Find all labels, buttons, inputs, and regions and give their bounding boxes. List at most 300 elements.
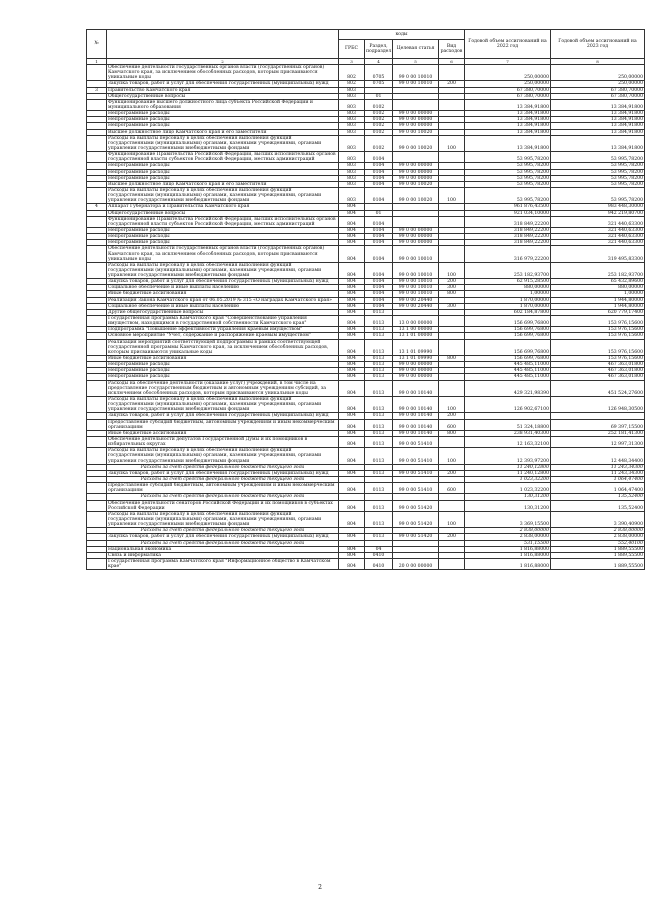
table-row bbox=[87, 187, 645, 203]
cell-name: Расходы на выплаты персоналу в целях обеспечения выполнения функций государственными (муниципальными) органами, казенными учреждениями, органами управления государственными внебюджетными фондами bbox=[107, 511, 339, 527]
col-number: 5 bbox=[393, 59, 439, 65]
cell-name: Непрограммные расходы bbox=[107, 175, 339, 181]
cell-target: 99 0 00 00000 bbox=[393, 117, 439, 123]
cell-num bbox=[87, 500, 107, 511]
cell-grbs: 803 bbox=[339, 163, 365, 169]
table-row bbox=[87, 135, 645, 151]
cell-a2023: 53 995,78200 bbox=[551, 163, 645, 169]
cell-section: 0113 bbox=[365, 380, 393, 396]
cell-target: 99 0 00 00000 bbox=[393, 234, 439, 240]
cell-a2022: 429 321,98390 bbox=[465, 380, 551, 396]
cell-target: 99 0 00 10020 bbox=[393, 129, 439, 135]
cell-a2022: 1 023,32200 bbox=[465, 483, 551, 494]
cell-type: 200 bbox=[439, 81, 465, 87]
cell-name: Непрограммные расходы bbox=[107, 163, 339, 169]
cell-a2022: 13 384,91800 bbox=[465, 111, 551, 117]
cell-section: 0113 bbox=[365, 327, 393, 333]
cell-a2022: 1 870,00000 bbox=[465, 297, 551, 303]
cell-a2023: 467 363,01800 bbox=[551, 374, 645, 380]
cell-grbs: 803 bbox=[339, 93, 365, 99]
cell-section: 0113 bbox=[365, 309, 393, 315]
cell-a2023: 13 384,91800 bbox=[551, 111, 645, 117]
cell-type: 100 bbox=[439, 511, 465, 527]
cell-section: 0113 bbox=[365, 356, 393, 362]
cell-section: 0104 bbox=[365, 152, 393, 163]
cell-grbs: 804 bbox=[339, 339, 365, 355]
cell-target: 99 0 00 00000 bbox=[393, 362, 439, 368]
cell-section: 0113 bbox=[365, 534, 393, 540]
cell-name: Предоставление субсидий бюджетным, автономным учреждениям и иным некоммерческим организациям bbox=[107, 419, 339, 430]
table-row bbox=[87, 437, 645, 448]
table-row bbox=[87, 65, 645, 81]
cell-a2022: 1 023,32200 bbox=[465, 476, 551, 482]
cell-target: 99 0 00 10140 bbox=[393, 419, 439, 430]
col-number: 4 bbox=[365, 59, 393, 65]
cell-a2022: 1 816,88000 bbox=[465, 552, 551, 558]
header-num: № bbox=[87, 30, 107, 59]
cell-a2022: 316 979,22200 bbox=[465, 246, 551, 262]
cell-name: Национальная экономика bbox=[107, 546, 339, 552]
cell-target: 99 0 00 10140 bbox=[393, 397, 439, 413]
cell-a2023: 153 976,15600 bbox=[551, 316, 645, 327]
cell-type: 300 bbox=[439, 303, 465, 309]
cell-a2022: 11 240,12800 bbox=[465, 470, 551, 476]
cell-target: 13 1 01 09990 bbox=[393, 356, 439, 362]
cell-a2022: 53 995,78200 bbox=[465, 169, 551, 175]
cell-a2022: 53 995,78200 bbox=[465, 152, 551, 163]
cell-target: 99 0 00 10010 bbox=[393, 285, 439, 291]
cell-name: Непрограммные расходы bbox=[107, 368, 339, 374]
cell-num bbox=[87, 316, 107, 327]
cell-name: Государственная программа Камчатского края "Совершенствование управления имуществом, находящимся в государственной собственности Камчатского края" bbox=[107, 316, 339, 327]
cell-a2022: 531,15500 bbox=[465, 540, 551, 546]
cell-type: 800 bbox=[439, 356, 465, 362]
cell-name: Обеспечение деятельности депутатов Государственной Думы и их помощников в избирательных округах bbox=[107, 437, 339, 448]
table-row bbox=[87, 558, 645, 569]
cell-grbs: 804 bbox=[339, 362, 365, 368]
col-number: 1 bbox=[87, 59, 107, 65]
cell-section: 0113 bbox=[365, 500, 393, 511]
cell-num bbox=[87, 262, 107, 278]
cell-a2023: 153 976,15600 bbox=[551, 339, 645, 355]
col-number: 2 bbox=[107, 59, 339, 65]
cell-grbs: 804 bbox=[339, 558, 365, 569]
cell-a2023: 620 779,17400 bbox=[551, 309, 645, 315]
cell-grbs: 804 bbox=[339, 552, 365, 558]
cell-a2022: 1 870,00000 bbox=[465, 303, 551, 309]
table-row bbox=[87, 152, 645, 163]
cell-section: 04 bbox=[365, 546, 393, 552]
cell-section: 0104 bbox=[365, 175, 393, 181]
cell-a2023: 2 838,00000 bbox=[551, 528, 645, 534]
cell-a2022: 53 995,78200 bbox=[465, 175, 551, 181]
cell-section: 0113 bbox=[365, 470, 393, 476]
cell-a2023: 1 064,47400 bbox=[551, 476, 645, 482]
cell-a2022: 13 384,91800 bbox=[465, 135, 551, 151]
cell-grbs: 804 bbox=[339, 285, 365, 291]
cell-name: Иные бюджетные ассигнования bbox=[107, 430, 339, 436]
cell-name: Расходы на обеспечение деятельности (оказание услуг) учреждений, в том числе на предоставление государственным бюджетным и автономным учреждениям субсидий, за исключением обособленных расходов, которым присваиваются уникальные коды bbox=[107, 380, 339, 396]
cell-a2023: 451 524,27600 bbox=[551, 380, 645, 396]
cell-target: 99 0 00 51420 bbox=[393, 500, 439, 511]
cell-a2023: 13 384,91800 bbox=[551, 117, 645, 123]
cell-a2022: 130,31200 bbox=[465, 494, 551, 500]
cell-a2023: 253 182,93700 bbox=[551, 262, 645, 278]
cell-name: Непрограммные расходы bbox=[107, 169, 339, 175]
cell-num bbox=[87, 99, 107, 110]
cell-a2023: 1 889,55500 bbox=[551, 546, 645, 552]
cell-a2022: 13 384,91800 bbox=[465, 123, 551, 129]
cell-section: 0410 bbox=[365, 558, 393, 569]
cell-a2023: 12 448,34400 bbox=[551, 448, 645, 464]
cell-section: 0113 bbox=[365, 397, 393, 413]
table-row bbox=[87, 483, 645, 494]
cell-type: 200 bbox=[439, 279, 465, 285]
cell-target: 99 0 00 10020 bbox=[393, 181, 439, 187]
cell-type bbox=[439, 380, 465, 396]
cell-type bbox=[439, 339, 465, 355]
cell-a2022: 13 384,91800 bbox=[465, 117, 551, 123]
cell-name: Расходы за счет средств федерального бюджета текущего года bbox=[107, 464, 339, 470]
cell-grbs: 803 bbox=[339, 175, 365, 181]
cell-a2022: 12 163,32100 bbox=[465, 437, 551, 448]
cell-a2022: 156 699,76800 bbox=[465, 316, 551, 327]
cell-a2022: 238 931,40300 bbox=[465, 430, 551, 436]
cell-target: 99 0 00 10010 bbox=[393, 279, 439, 285]
cell-type: 100 bbox=[439, 397, 465, 413]
cell-grbs: 803 bbox=[339, 111, 365, 117]
cell-type: 200 bbox=[439, 534, 465, 540]
cell-grbs: 804 bbox=[339, 279, 365, 285]
cell-grbs: 804 bbox=[339, 227, 365, 233]
cell-name: Закупка товаров, работ и услуг для обеспечения государственных (муниципальных) нужд bbox=[107, 413, 339, 419]
cell-a2022: 62 915,28500 bbox=[465, 279, 551, 285]
cell-section: 0410 bbox=[365, 552, 393, 558]
cell-a2023: 467 363,01800 bbox=[551, 368, 645, 374]
cell-name: Закупка товаров, работ и услуг для обеспечения государственных (муниципальных) нужд bbox=[107, 81, 339, 87]
cell-name: Общегосударственные вопросы bbox=[107, 93, 339, 99]
cell-a2023: 1 944,80000 bbox=[551, 297, 645, 303]
cell-section: 0113 bbox=[365, 483, 393, 494]
cell-a2022: 13 384,91800 bbox=[465, 99, 551, 110]
cell-section: 0102 bbox=[365, 123, 393, 129]
cell-name: Подпрограмма "Повышение эффективности управления краевым имуществом" bbox=[107, 327, 339, 333]
cell-target bbox=[393, 152, 439, 163]
cell-section: 0104 bbox=[365, 279, 393, 285]
cell-name: Функционирование Правительства Российской Федерации, высших исполнительных органов государственной власти субъектов Российской Федерации, местных администраций bbox=[107, 216, 339, 227]
cell-name: Другие общегосударственные вопросы bbox=[107, 309, 339, 315]
cell-a2023: 11 243,34300 bbox=[551, 470, 645, 476]
cell-type bbox=[439, 99, 465, 110]
cell-a2023: 252 181,41300 bbox=[551, 430, 645, 436]
cell-section: 0104 bbox=[365, 285, 393, 291]
cell-target: 99 0 00 10010 bbox=[393, 65, 439, 81]
cell-a2022: 12 393,97200 bbox=[465, 448, 551, 464]
cell-grbs: 804 bbox=[339, 333, 365, 339]
cell-section: 0104 bbox=[365, 216, 393, 227]
cell-type: 200 bbox=[439, 413, 465, 419]
cell-name: Связь и информатика bbox=[107, 552, 339, 558]
cell-a2022: 156 699,76800 bbox=[465, 356, 551, 362]
cell-name: Основное мероприятие "Учет, содержание и распоряжение краевым имуществом" bbox=[107, 333, 339, 339]
cell-num bbox=[87, 187, 107, 203]
cell-name: Расходы за счет средств федерального бюджета текущего года bbox=[107, 494, 339, 500]
cell-a2022: 2 838,00000 bbox=[465, 534, 551, 540]
cell-grbs: 803 bbox=[339, 129, 365, 135]
cell-name: Иные бюджетные ассигнования bbox=[107, 356, 339, 362]
cell-target: 99 0 00 51410 bbox=[393, 470, 439, 476]
cell-name: Иные бюджетные ассигнования bbox=[107, 291, 339, 297]
cell-name: Закупка товаров, работ и услуг для обеспечения государственных (муниципальных) нужд bbox=[107, 470, 339, 476]
table-row bbox=[87, 511, 645, 527]
cell-a2022: 961 876,43500 bbox=[465, 204, 551, 210]
cell-name: Правительство Камчатского края bbox=[107, 87, 339, 93]
cell-a2022: 13 384,91800 bbox=[465, 129, 551, 135]
cell-grbs: 804 bbox=[339, 419, 365, 430]
cell-a2022: 921 034,10000 bbox=[465, 210, 551, 216]
cell-grbs: 804 bbox=[339, 303, 365, 309]
cell-grbs: 804 bbox=[339, 240, 365, 246]
cell-a2023: 153 976,15600 bbox=[551, 333, 645, 339]
cell-section: 0104 bbox=[365, 297, 393, 303]
cell-name: Высшее должностное лицо Камчатского края и его заместители bbox=[107, 181, 339, 187]
table-body bbox=[87, 65, 645, 570]
cell-type: 100 bbox=[439, 448, 465, 464]
cell-grbs: 804 bbox=[339, 297, 365, 303]
cell-grbs: 804 bbox=[339, 262, 365, 278]
cell-a2022: 53 995,78200 bbox=[465, 163, 551, 169]
cell-name: Обеспечение деятельности сенаторов Российской Федерации и их помощников в субъектах Российской Федерации bbox=[107, 500, 339, 511]
cell-a2023: 467 363,01800 bbox=[551, 362, 645, 368]
cell-a2022: 445 485,11000 bbox=[465, 374, 551, 380]
cell-type bbox=[439, 500, 465, 511]
table-row bbox=[87, 380, 645, 396]
cell-grbs: 803 bbox=[339, 152, 365, 163]
cell-target: 99 0 00 10010 bbox=[393, 291, 439, 297]
cell-target: 99 0 00 20440 bbox=[393, 297, 439, 303]
cell-grbs: 804 bbox=[339, 309, 365, 315]
cell-num bbox=[87, 483, 107, 494]
cell-type bbox=[439, 316, 465, 327]
cell-grbs: 804 bbox=[339, 234, 365, 240]
cell-num bbox=[87, 152, 107, 163]
cell-type: 800 bbox=[439, 291, 465, 297]
cell-name: Государственная программа Камчатского края "Информационное общество в Камчатском крае" bbox=[107, 558, 339, 569]
cell-a2023: 1 944,80000 bbox=[551, 303, 645, 309]
cell-section: 01 bbox=[365, 210, 393, 216]
cell-num bbox=[87, 397, 107, 413]
cell-num bbox=[87, 380, 107, 396]
table-row bbox=[87, 397, 645, 413]
cell-a2022: 51 324,18800 bbox=[465, 419, 551, 430]
cell-name: Расходы на выплаты персоналу в целях обеспечения выполнения функций государственными (муниципальными) органами, казенными учреждениями, органами управления государственными внебюджетными фондами bbox=[107, 397, 339, 413]
cell-name: Расходы за счет средств федерального бюджета текущего года bbox=[107, 540, 339, 546]
cell-grbs: 804 bbox=[339, 356, 365, 362]
cell-num bbox=[87, 135, 107, 151]
cell-type bbox=[439, 437, 465, 448]
table-row bbox=[87, 316, 645, 327]
cell-grbs: 804 bbox=[339, 316, 365, 327]
cell-section: 0113 bbox=[365, 419, 393, 430]
cell-a2023: 65 432,89600 bbox=[551, 279, 645, 285]
cell-a2022: 318 849,22200 bbox=[465, 234, 551, 240]
header-section: Раздел, подраздел bbox=[365, 40, 393, 59]
cell-a2023: 53 995,78200 bbox=[551, 187, 645, 203]
cell-a2022: 318 849,22200 bbox=[465, 240, 551, 246]
cell-a2023: 319 495,83300 bbox=[551, 246, 645, 262]
cell-target: 99 0 00 51410 bbox=[393, 437, 439, 448]
cell-a2022: 53 995,78200 bbox=[465, 181, 551, 187]
cell-target: 99 0 00 00000 bbox=[393, 368, 439, 374]
cell-a2022: 1 816,88000 bbox=[465, 558, 551, 569]
cell-section: 0102 bbox=[365, 129, 393, 135]
cell-a2023: 250,00000 bbox=[551, 81, 645, 87]
cell-grbs: 803 bbox=[339, 181, 365, 187]
cell-grbs: 803 bbox=[339, 123, 365, 129]
cell-grbs: 804 bbox=[339, 368, 365, 374]
cell-grbs: 804 bbox=[339, 204, 365, 210]
table-row bbox=[87, 419, 645, 430]
cell-section: 0104 bbox=[365, 187, 393, 203]
header-amount-2022: Годовой объем ассигнований на 2022 год bbox=[465, 30, 551, 59]
cell-section: 0104 bbox=[365, 163, 393, 169]
cell-name: Функционирование Правительства Российской Федерации, высших исполнительных органов государственной власти субъектов Российской Федерации, местных администраций bbox=[107, 152, 339, 163]
cell-a2022: 445 485,11000 bbox=[465, 362, 551, 368]
cell-a2022: 1 816,88000 bbox=[465, 546, 551, 552]
cell-a2023: 11 243,34300 bbox=[551, 464, 645, 470]
cell-target: 99 0 00 00000 bbox=[393, 240, 439, 246]
cell-a2023: 13 384,91800 bbox=[551, 129, 645, 135]
cell-a2023: 321 440,63300 bbox=[551, 234, 645, 240]
cell-a2022: 3 369,15500 bbox=[465, 511, 551, 527]
cell-section: 0102 bbox=[365, 99, 393, 110]
cell-type: 300 bbox=[439, 285, 465, 291]
cell-grbs: 804 bbox=[339, 246, 365, 262]
cell-name: Расходы на выплаты персоналу в целях обеспечения выполнения функций государственными (муниципальными) органами, казенными учреждениями, органами управления государственными внебюджетными фондами bbox=[107, 262, 339, 278]
cell-name: Предоставление субсидий бюджетным, автономным учреждениям и иным некоммерческим организациям bbox=[107, 483, 339, 494]
cell-name: Обеспечение деятельности государственных органов власти (государственных органов) Камчатского края, за исключением обособленных расходов, которым присваиваются уникальные коды bbox=[107, 65, 339, 81]
cell-type bbox=[439, 246, 465, 262]
cell-target: 99 0 00 00000 bbox=[393, 374, 439, 380]
cell-section: 0113 bbox=[365, 333, 393, 339]
cell-a2023: 321 440,63300 bbox=[551, 227, 645, 233]
cell-section: 0705 bbox=[365, 81, 393, 87]
cell-section: 0104 bbox=[365, 227, 393, 233]
cell-target: 13 0 00 00000 bbox=[393, 316, 439, 327]
cell-section: 0705 bbox=[365, 65, 393, 81]
cell-section: 0104 bbox=[365, 181, 393, 187]
cell-name: Реализация мероприятий соответствующей подпрограммы в рамках соответствующей государственной программы Камчатского края, за исключением обособленных расходов, которым присваиваются уникальные коды bbox=[107, 339, 339, 355]
cell-target: 99 0 00 51420 bbox=[393, 511, 439, 527]
cell-type: 600 bbox=[439, 483, 465, 494]
cell-a2022: 250,00000 bbox=[465, 65, 551, 81]
cell-grbs: 803 bbox=[339, 135, 365, 151]
cell-name: Непрограммные расходы bbox=[107, 227, 339, 233]
cell-name: Расходы за счет средств федерального бюджета текущего года bbox=[107, 476, 339, 482]
cell-grbs: 802 bbox=[339, 65, 365, 81]
cell-target: 99 0 00 10020 bbox=[393, 135, 439, 151]
cell-type: 200 bbox=[439, 470, 465, 476]
cell-grbs: 804 bbox=[339, 448, 365, 464]
cell-a2022: 53 995,78200 bbox=[465, 187, 551, 203]
cell-name: Функционирование высшего должностного лица субъекта Российской Федерации и муниципального образования bbox=[107, 99, 339, 110]
cell-section: 0102 bbox=[365, 117, 393, 123]
header-codes-group: коды bbox=[339, 30, 465, 40]
cell-section: 0113 bbox=[365, 362, 393, 368]
cell-a2022: 318 849,22200 bbox=[465, 216, 551, 227]
cell-grbs: 804 bbox=[339, 291, 365, 297]
cell-a2023: 321 440,63300 bbox=[551, 240, 645, 246]
cell-section: 0102 bbox=[365, 111, 393, 117]
table-row bbox=[87, 99, 645, 110]
cell-target bbox=[393, 216, 439, 227]
cell-grbs: 804 bbox=[339, 500, 365, 511]
cell-name: Непрограммные расходы bbox=[107, 117, 339, 123]
cell-type: 100 bbox=[439, 187, 465, 203]
cell-num bbox=[87, 339, 107, 355]
cell-a2022: 250,00000 bbox=[465, 81, 551, 87]
cell-section: 0113 bbox=[365, 437, 393, 448]
cell-section: 0104 bbox=[365, 234, 393, 240]
cell-name: Расходы за счет средств федерального бюджета текущего года bbox=[107, 528, 339, 534]
cell-name: Непрограммные расходы bbox=[107, 374, 339, 380]
cell-name: Закупка товаров, работ и услуг для обеспечения государственных (муниципальных) нужд bbox=[107, 279, 339, 285]
cell-a2023: 552,40100 bbox=[551, 540, 645, 546]
cell-num bbox=[87, 511, 107, 527]
cell-grbs: 804 bbox=[339, 327, 365, 333]
cell-a2022: 880,00000 bbox=[465, 285, 551, 291]
cell-section: 0113 bbox=[365, 413, 393, 419]
cell-a2022: 126 902,67100 bbox=[465, 397, 551, 413]
budget-table bbox=[86, 29, 645, 570]
cell-type bbox=[439, 216, 465, 227]
cell-section: 01 bbox=[365, 93, 393, 99]
cell-grbs: 804 bbox=[339, 380, 365, 396]
cell-grbs: 803 bbox=[339, 187, 365, 203]
cell-section: 0113 bbox=[365, 448, 393, 464]
cell-type: 800 bbox=[439, 430, 465, 436]
cell-name: Аппарат Губернатора и Правительства Камчатского края bbox=[107, 204, 339, 210]
cell-a2023: 3 390,40900 bbox=[551, 511, 645, 527]
cell-name: Непрограммные расходы bbox=[107, 240, 339, 246]
cell-type bbox=[439, 558, 465, 569]
cell-target: 13 1 00 00000 bbox=[393, 327, 439, 333]
cell-a2023: 126 948,30500 bbox=[551, 397, 645, 413]
table-row bbox=[87, 448, 645, 464]
cell-a2023: 135,52400 bbox=[551, 494, 645, 500]
cell-name: Расходы на выплаты персоналу в целях обеспечения выполнения функций государственными (муниципальными) органами, казенными учреждениями, органами управления государственными внебюджетными фондами bbox=[107, 448, 339, 464]
header-expense-type: Вид расходов bbox=[439, 40, 465, 59]
cell-target bbox=[393, 99, 439, 110]
cell-grbs: 804 bbox=[339, 483, 365, 494]
cell-grbs: 804 bbox=[339, 397, 365, 413]
cell-target: 99 0 00 20440 bbox=[393, 303, 439, 309]
cell-type: 600 bbox=[439, 419, 465, 430]
cell-grbs: 804 bbox=[339, 470, 365, 476]
cell-section: 0113 bbox=[365, 511, 393, 527]
cell-a2022: 156 699,76800 bbox=[465, 333, 551, 339]
cell-type: 100 bbox=[439, 262, 465, 278]
cell-a2022: 445 485,11000 bbox=[465, 368, 551, 374]
cell-section: 0104 bbox=[365, 262, 393, 278]
cell-target: 99 0 00 10010 bbox=[393, 246, 439, 262]
cell-section: 0104 bbox=[365, 303, 393, 309]
cell-section: 0113 bbox=[365, 316, 393, 327]
cell-target: 99 0 00 10140 bbox=[393, 413, 439, 419]
cell-name: Обеспечение деятельности государственных органов власти (государственных органов) Камчатского края, за исключением обособленных расходов, которым присваиваются уникальные коды bbox=[107, 246, 339, 262]
cell-name: Непрограммные расходы bbox=[107, 362, 339, 368]
cell-a2023: 942 219,80700 bbox=[551, 210, 645, 216]
